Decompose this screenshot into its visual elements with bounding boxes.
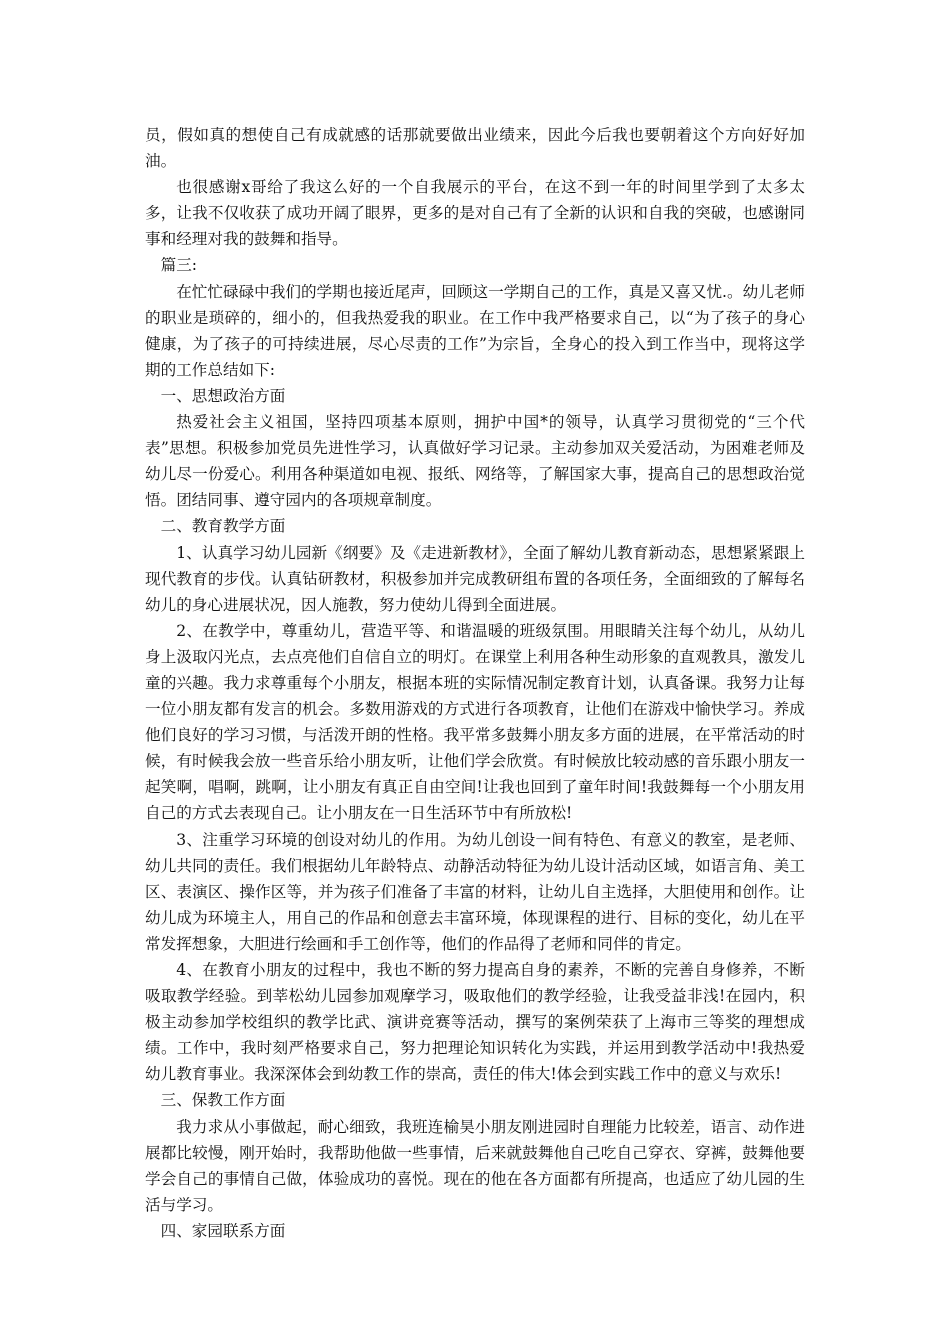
section-heading-part-three: 篇三:	[160, 256, 198, 275]
paragraph-teaching-2: 2、在教学中，尊重幼儿，营造平等、和谐温暖的班级氛围。用眼睛关注每个幼儿，从幼儿身上汲取闪光点，去点亮他们自信自立的明灯。在课堂上利用各种生动形象的直观教具，激发儿童的兴趣。我力求尊重每个小朋友，根据本班的实际情况制定教育计划，认真备课。我努力让每一位小朋友都有发言的机会。多数用游戏的方式进行各项教育，让他们在游戏中愉快学习。养成他们良好的学习习惯，与活泼开朗的性格。我平常多鼓舞小朋友多方面的进展，在平常活动的时候，有时候我会放一些音乐给小朋友听，让他们学会欣赏。有时候放比较动感的音乐跟小朋友一起笑啊，唱啊，跳啊，让小朋友有真正自由空间!让我也回到了童年时间!我鼓舞每一个小朋友用自己的方式去表现自己。让小朋友在一日生活环节中有所放松!	[145, 621, 805, 823]
section-heading-political: 一、思想政治方面	[160, 386, 286, 405]
paragraph-political: 热爱社会主义祖国，坚持四项基本原则，拥护中国*的领导，认真学习贯彻党的“三个代表”思想。积极参加党员先进性学习，认真做好学习记录。主动参加双关爱活动，为困难老师及幼儿尽一份爱心。利用各种渠道如电视、报纸、网络等，了解国家大事，提高自己的思想政治觉悟。团结同事、遵守园内的各项规章制度。	[145, 413, 805, 510]
paragraph-teaching-3: 3、注重学习环境的创设对幼儿的作用。为幼儿创设一间有特色、有意义的教室，是老师、幼儿共同的责任。我们根据幼儿年龄特点、动静活动特征为幼儿设计活动区域，如语言角、美工区、表演区、操作区等，并为孩子们准备了丰富的材料，让幼儿自主选择，大胆使用和创作。让幼儿成为环境主人，用自己的作品和创意去丰富环境，体现课程的进行、目标的变化，幼儿在平常发挥想象，大胆进行绘画和手工创作等，他们的作品得了老师和同伴的肯定。	[145, 830, 805, 953]
section-heading-family: 四、家园联系方面	[160, 1221, 286, 1240]
paragraph-teaching-4: 4、在教育小朋友的过程中，我也不断的努力提高自身的素养，不断的完善自身修养，不断吸取教学经验。到莘松幼儿园参加观摩学习，吸取他们的教学经验，让我受益非浅!在园内，积极主动参加学校组织的教学比武、演讲竞赛等活动，撰写的案例荣获了上海市三等奖的理想成绩。工作中，我时刻严格要求自己，努力把理论知识转化为实践，并运用到教学活动中!我热爱幼儿教育事业。我深深体会到幼教工作的崇高，责任的伟大!体会到实践工作中的意义与欢乐!	[145, 961, 805, 1084]
paragraph-thanks: 也很感谢x哥给了我这么好的一个自我展示的平台，在这不到一年的时间里学到了太多太多，让我不仅收获了成功开阔了眼界，更多的是对自己有了全新的认识和自我的突破，也感谢同事和经理对我的鼓舞和指导。	[145, 178, 805, 249]
section-heading-care: 三、保教工作方面	[160, 1091, 286, 1110]
section-heading-teaching: 二、教育教学方面	[160, 517, 286, 536]
paragraph-care: 我力求从小事做起，耐心细致，我班连榆昊小朋友刚进园时自理能力比较差，语言、动作进展都比较慢，刚开始时，我帮助他做一些事情，后来就鼓舞他自己吃自己穿衣、穿裤，鼓舞他要学会自己的事情自己做，体验成功的喜悦。现在的他在各方面都有所提高，也适应了幼儿园的生活与学习。	[145, 1117, 805, 1214]
paragraph-continuation: 员，假如真的想使自己有成就感的话那就要做出业绩来，因此今后我也要朝着这个方向好好加油。	[145, 126, 805, 171]
document-page	[145, 122, 805, 1244]
paragraph-intro: 在忙忙碌碌中我们的学期也接近尾声，回顾这一学期自己的工作，真是又喜又忧.。幼儿老师的职业是琐碎的，细小的，但我热爱我的职业。在工作中我严格要求自己，以“为了孩子的身心健康，为了孩子的可持续进展，尽心尽责的工作”为宗旨，全身心的投入到工作当中，现将这学期的工作总结如下:	[145, 282, 805, 379]
paragraph-teaching-1: 1、认真学习幼儿园新《纲要》及《走进新教材》，全面了解幼儿教育新动态，思想紧紧跟上现代教育的步伐。认真钻研教材，积极参加并完成教研组布置的各项任务，全面细致的了解每名幼儿的身心进展状况，因人施教，努力使幼儿得到全面进展。	[145, 543, 805, 614]
